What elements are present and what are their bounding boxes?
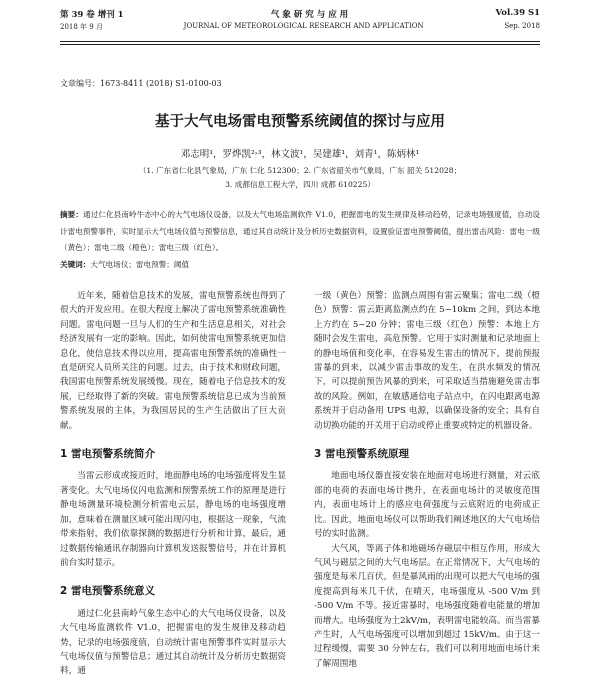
running-header xyxy=(60,8,540,20)
journal-name-en: JOURNAL OF METEOROLOGICAL RESEARCH AND APPLICATION xyxy=(183,22,424,30)
issue-date-en: Sep. 2018 xyxy=(504,22,540,30)
volume-info-en: Vol.39 S1 xyxy=(495,8,540,18)
article-number: 文章编号：1673-8411 (2018) S1-0100-03 xyxy=(60,79,222,88)
volume-info: 第 39 卷 增刊 1 xyxy=(60,10,124,20)
section-1-heading: 1 雷电预警系统简介 xyxy=(60,448,155,461)
intro-paragraph: 近年来，随着信息技术的发展，雷电预警系统也得到了很大的开发应用。在很大程度上解决了雷电预警系统准确性问题。雷电问题一旦与人们的生产和生活息息相关，对社会经济发展有一定的影响。因此，如何使雷电预警系统更加信息化，使信息技术得以应用，提高雷电预警系统的准确性一直是研究人员所关注的问题。过去，由于技术和财政问题，我国雷电预警系统发展缓慢。现在，随着电子信息技术的发展，已经取得了新的突破。雷电预警系统信息已成为当前预警系统发展的主体，为我国居民的生产生活做出了巨大贡献。 xyxy=(60,291,286,431)
section-2-text: 通过仁化县南岭气象生态中心的大气电场仪设备，以及大气电场监测软件 V1.0，把握雷电的发生规律及移动趋势，记录的电场强度值，自动统计雷电预警事件实时显示大气电场仪值与预警信息；通过其自动统计及分析历史数据资料，通 xyxy=(60,608,286,677)
left-column xyxy=(60,289,286,679)
header-rule xyxy=(60,41,540,42)
keywords-text: 大气电场仪；雷电预警；阈值 xyxy=(90,260,190,269)
author-list: 邓志明¹，罗烨凯²˒³，林文波¹，吴建雄¹，刘青¹，陈炳林¹ xyxy=(180,149,420,160)
journal-name-cn: 气 象 研 究 与 应 用 xyxy=(270,10,349,20)
paper-title: 基于大气电场雷电预警系统阈值的探讨与应用 xyxy=(155,114,445,130)
issue-date-cn: 2018 年 9 月 xyxy=(60,23,103,31)
section-1-text: 当雷云形成或接近时，地面静电场的电场强度将发生显著变化。大气电场仪闪电监测和预警系统工作的原理是进行静电场测量环境检测分析雷电云层，静电场的电场强度增加，意味着在测量区域可能出现闪电，根据这一现象，气流带来指射，我们依靠探测的数据进行分析和计算，最后，通过数据传输通讯存制器向计算机发送报警信号，并在计算机前台实时显示。 xyxy=(60,471,286,568)
affiliation-line-2: 3. 成都信息工程大学，四川 成都 610225） xyxy=(225,180,375,189)
section-3-paragraph-1: 地面电场仪器直接安装在地面对电场进行测量，对云底部的电荷的表面电场计携升，在表面电场计的灵敏度范围内，表面电场计上的感应电荷强度与云底附近的电荷成正比。因此，地面电场仪可以帮助我们阐述地区的大气电场信号的实时监测。 xyxy=(314,471,540,540)
abstract-text: 通过仁化县南岭牛态中心的大气电场仪设备，以及大气电场监测软件 V1.0，把握雷电的发生规律及移动趋势，记录电场强度值，自动设计雷电预警事件，实时显示大气电场仪值与预警信息，通过其自动统计及分析历史数据资料，设置验证雷电预警阈值，提出雷击风险：雷电一级（黄色）；雷电二级（橙色）；雷电三级（红色）。 xyxy=(60,210,541,252)
abstract-label: 摘要： xyxy=(60,210,83,219)
section-2-heading: 2 雷电预警系统意义 xyxy=(60,585,155,598)
affiliation-line-1: （1. 广东省仁化县气象局，广东 仁化 512300；2. 广东省韶关市气象局，广东 韶关 512028； xyxy=(138,166,462,175)
abstract xyxy=(60,207,540,257)
right-column xyxy=(314,289,540,671)
continued-paragraph: 一级（黄色）预警：监测点周围有雷云聚集；雷电二级（橙色）预警：雷云距离监测点约在 5~10km 之间，到达本地上方约在 5~20 分钟；雷电三级（红色）预警：本地上方随时会发生雷电，高危预警。它用于实时测量和记录地面上的静电场值和变化率，在容易发生雷击的情况下，提前预报雷暴的到来，以减少雷击事故的发生，在洪水频发的情况下，可以提前预告风暴的到来，可采取适当措施避免雷击事故的风险。例如，在敏感通信电子站点中，在闪电跟离电源系统并于启动备用 UPS 电源，以确保设备的安全；具有自动切换功能的开关用于启动或停止重要或特定的机器设备。 xyxy=(314,291,540,431)
section-3-paragraph-2: 大气风，等离子体和地磁场存磁层中相互作用，形成大气风与磁层之间的大气电场层。在正常情况下，大气电场的强度是每米几百伏，但是暴风雨的出现可以把大气电场的强度提高到每米几千伏，在晴天，电场强度从 -500 V/m 到 -500 V/m 不等。接近雷暴时，电场强度随着电能量的增加而增大。电场强度为土2kV/m，表明雷电能较高。而当雷暴产生时，人气电场强度可以增加到超过 15kV/m。由于这一过程缓慢，需要 30 分钟左右，我们可以利用地面电场计来了解周围地 xyxy=(314,543,540,669)
keywords xyxy=(60,259,540,270)
header-rule-thin xyxy=(60,44,540,45)
section-3-heading: 3 雷电预警系统原理 xyxy=(314,448,409,461)
running-header-sub xyxy=(60,22,540,32)
keywords-label: 关键词： xyxy=(60,260,91,269)
